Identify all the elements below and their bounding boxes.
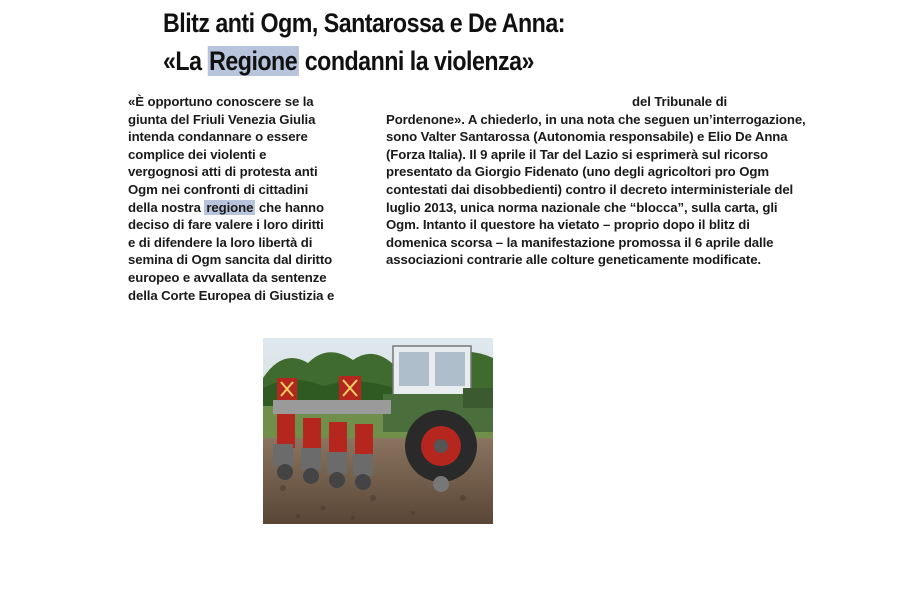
left-line-7 [128,199,368,217]
seeder-marker-disc [433,476,449,492]
left-line-6: Ogm nei confronti di cittadini [128,181,309,197]
right-line-2: Pordenone». A chiederlo, in una nota che seguen un’interrogazione, [386,111,806,127]
left-line-8: deciso di fare valere i loro diritti [128,217,324,233]
seeder-press-2 [301,448,321,470]
right-line-7: luglio 2013, unica norma nazionale che “blocca”, sulla carta, gli [386,199,778,215]
tractor-hood [463,388,493,408]
right-line-8: Ogm. Intanto il questore ha vietato – proprio dopo il blitz di [386,217,750,233]
left-line-9: e di difendere la loro libertà di [128,234,313,250]
left-line-10: semina di Ogm sancita dal diritto [128,252,333,268]
left-line-11: europeo e avvallata da sentenze [128,269,327,285]
headline-line-1: Blitz anti Ogm, Santarossa e De Anna: [163,8,565,38]
seeder-wheel-4 [355,474,371,490]
seeder-wheel-2 [303,468,319,484]
left-line-5: vergognosi atti di protesta anti [128,164,318,180]
seeder-wheel-1 [277,464,293,480]
seeder-unit-1 [277,414,295,448]
headline-line-2-suffix: condanni la violenza» [298,46,534,76]
headline [163,4,645,80]
left-line-2: giunta del Friuli Venezia Giulia [128,111,316,127]
seeder-wheel-3 [329,472,345,488]
left-line-1: «È opportuno conoscere se la [128,94,314,109]
right-line-1: del Tribunale di [632,94,728,109]
seeder-press-4 [353,454,373,476]
seeder-unit-2 [303,418,321,452]
seeder-press-3 [327,452,347,474]
left-line-7-prefix: della nostra [128,199,205,215]
tractor-rear-hub [434,439,448,453]
tractor-window-right [435,352,465,386]
photo-illustration [263,338,493,524]
headline-line-2 [163,42,645,80]
seeder-unit-3 [329,422,347,456]
seeder-press-1 [273,444,293,466]
seeder-frame [273,400,391,414]
right-line-4: (Forza Italia). Il 9 aprile il Tar del Lazio si esprimerà sul ricorso [386,146,769,162]
left-highlight-regione: regione [206,199,254,215]
left-line-7-suffix: che hanno [255,199,324,215]
headline-highlight-regione: Regione [209,46,298,76]
left-line-12: della Corte Europea di Giustizia e [128,287,335,303]
right-line-6: contestati dai disobbedienti) contro il decreto interministeriale del [386,181,794,197]
left-line-3: intenda condannare o essere [128,129,308,145]
right-column [386,93,866,269]
right-line-5: presentato da Giorgio Fidenato (uno degli agricoltori pro Ogm [386,164,769,180]
right-line-9: domenica scorsa – la manifestazione promossa il 6 aprile dalle [386,234,774,250]
tractor-window-left [399,352,429,386]
tractor-seeder-photo [263,338,493,524]
headline-line-2-prefix: «La [163,46,208,76]
right-line-10: associazioni contrarie alle colture geneticamente modificate. [386,252,761,268]
left-column [128,93,368,304]
seeder-unit-4 [355,424,373,458]
left-line-4: complice dei violenti e [128,146,267,162]
right-line-3: sono Valter Santarossa (Autonomia responsabile) e Elio De Anna [386,129,788,145]
